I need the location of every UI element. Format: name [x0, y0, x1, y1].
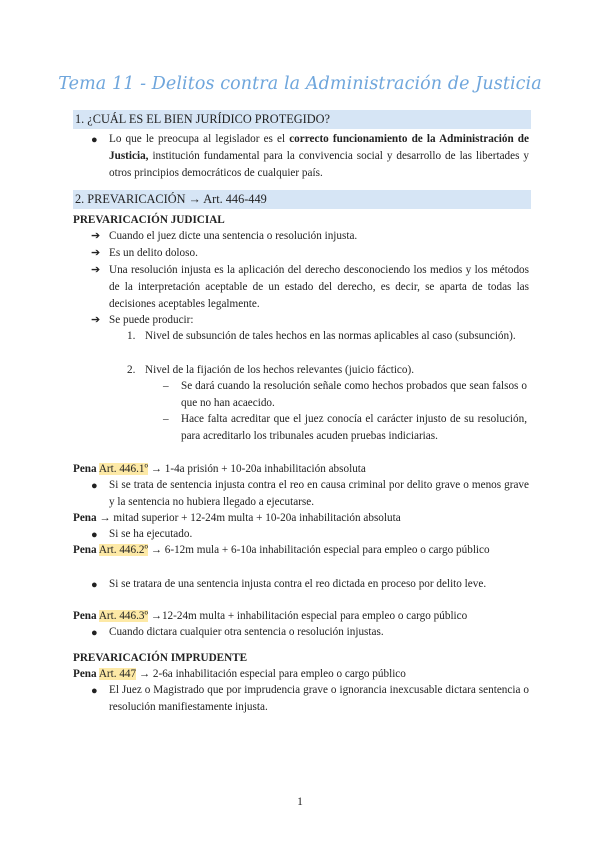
arrow-item: Se puede producir: — [109, 314, 194, 326]
dash-icon: – — [163, 380, 169, 392]
pena-line: Pena Art. 446.2º → 6-12m mula + 6-10a inhabilitación especial para empleo o cargo público — [73, 544, 490, 556]
dash-icon: – — [163, 413, 169, 425]
bullet-icon: ● — [91, 134, 98, 146]
bullet-icon: ● — [91, 529, 98, 541]
arrow-icon: ➔ — [91, 264, 101, 276]
list-number: 2. — [127, 364, 136, 376]
article-ref: Art. 446.2º — [98, 544, 148, 556]
arrow-item: Es un delito doloso. — [109, 247, 198, 259]
article-ref: Art. 447 — [98, 668, 137, 680]
dash-item: Hace falta acreditar que el juez conocía el carácter injusto de su resolución, para acreditarlo los tribunales acuden pruebas indiciarias. — [181, 413, 527, 442]
arrow-icon: ➔ — [91, 247, 101, 259]
pena-bullet: Si se trata de sentencia injusta contra el reo en causa criminal por delito grave o menos grave y la sentencia no hubiera llegado a ejecutarse. — [109, 479, 529, 508]
article-ref: Art. 446.3º — [98, 610, 148, 622]
bullet-icon: ● — [91, 480, 98, 492]
section-heading-1: 1. ¿CUÁL ES EL BIEN JURÍDICO PROTEGIDO? — [73, 110, 531, 129]
subheading-prevaricacion-judicial: PREVARICACIÓN JUDICIAL — [73, 214, 225, 226]
numbered-item: Nivel de subsunción de tales hechos en las normas aplicables al caso (subsunción). — [145, 330, 516, 342]
arrow-icon: ➔ — [91, 230, 101, 242]
pena-line: Pena Art. 446.3º →12-24m multa + inhabilitación especial para empleo o cargo público — [73, 610, 468, 622]
subheading-prevaricacion-imprudente: PREVARICACIÓN IMPRUDENTE — [73, 652, 248, 664]
pena-line: Pena Art. 446.1º → 1-4a prisión + 10-20a inhabilitación absoluta — [73, 463, 366, 475]
bullet-icon: ● — [91, 685, 98, 697]
list-number: 1. — [127, 330, 136, 342]
document-title: Tema 11 - Delitos contra la Administración de Justicia — [58, 74, 542, 94]
numbered-item: Nivel de la fijación de los hechos relevantes (juicio fáctico). — [145, 364, 415, 376]
pena-line: Pena Art. 447 → 2-6a inhabilitación especial para empleo o cargo público — [73, 668, 406, 680]
pena-bullet: Si se tratara de una sentencia injusta contra el reo dictada en proceso por delito leve. — [109, 578, 487, 590]
arrow-icon: ➔ — [91, 314, 101, 326]
article-ref: Art. 446.1º — [98, 463, 148, 475]
pena-line: Pena → mitad superior + 12-24m multa + 10-20a inhabilitación absoluta — [73, 512, 401, 524]
section1-bullet: Lo que le preocupa al legislador es el correcto funcionamiento de la Administración de Justicia, institución fundamental para la convivencia social y desarrollo de las libertades y otros principios democráticos de cualquier país. — [109, 133, 530, 179]
section-heading-2: 2. PREVARICACIÓN → Art. 446-449 — [73, 190, 531, 209]
bullet-icon: ● — [91, 627, 98, 639]
arrow-item: Cuando el juez dicte una sentencia o resolución injusta. — [109, 230, 358, 242]
bullet-icon: ● — [91, 579, 98, 591]
arrow-item: Una resolución injusta es la aplicación del derecho desconociendo los medios y los métodos de la interpretación aceptable de un estado del derecho, es decir, se aparta de todas las decisiones aceptables legalmente. — [109, 264, 529, 310]
dash-item: Se dará cuando la resolución señale como hechos probados que sean falsos o que no han acaecido. — [181, 380, 527, 409]
pena-bullet: El Juez o Magistrado que por imprudencia grave o ignorancia inexcusable dictara sentencia o resolución manifiestamente injusta. — [109, 684, 529, 713]
pena-bullet: Cuando dictara cualquier otra sentencia o resolución injustas. — [109, 626, 384, 638]
page-number: 1 — [297, 796, 303, 808]
pena-bullet: Si se ha ejecutado. — [109, 528, 193, 540]
